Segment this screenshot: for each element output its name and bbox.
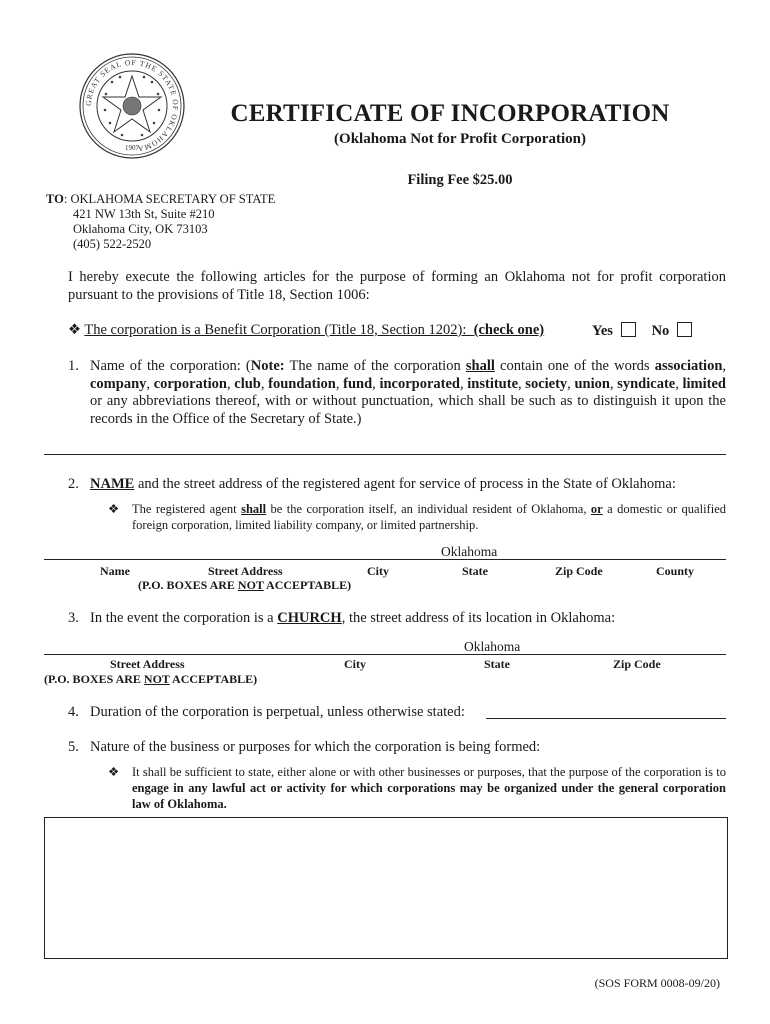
item-number: 1. xyxy=(68,358,79,374)
label-city: City xyxy=(367,564,389,578)
label-state: State xyxy=(484,657,510,671)
agent-state-value: Oklahoma xyxy=(441,544,498,559)
required-word: incorporated xyxy=(379,375,460,392)
address-line-3: Oklahoma City, OK 73103 xyxy=(73,222,208,236)
or-emphasis: or xyxy=(590,502,603,516)
bullet-icon: ❖ xyxy=(68,322,81,338)
bullet-icon: ❖ xyxy=(108,502,120,516)
required-word: institute xyxy=(467,375,519,392)
required-word: club xyxy=(234,375,261,392)
intro-paragraph: I hereby execute the following articles for the purpose of forming an Oklahoma not for profit corporation pursuant to the provisions of Title 18, Section 1006: xyxy=(68,269,726,303)
purpose-text-box[interactable] xyxy=(44,817,728,959)
po-box-note xyxy=(44,672,257,687)
label-street: Street Address xyxy=(208,564,283,578)
label-zip: Zip Code xyxy=(613,657,661,671)
text-part: contain one of the words xyxy=(494,358,655,374)
item-1-text xyxy=(68,358,726,428)
text-part: Name of the corporation: ( xyxy=(90,358,251,374)
benefit-corporation-row xyxy=(68,322,728,339)
label-street: Street Address xyxy=(110,657,185,671)
benefit-question xyxy=(84,322,544,338)
svg-text:1907: 1907 xyxy=(125,144,139,152)
item-5-text: Nature of the business or purposes for which the corporation is being formed: xyxy=(90,739,541,755)
agent-address-line[interactable] xyxy=(44,559,726,560)
required-word: limited xyxy=(682,375,726,392)
item-1 xyxy=(68,358,726,428)
text-part: (P.O. BOXES ARE xyxy=(138,578,238,592)
required-word: fund xyxy=(343,375,373,392)
church-address-line[interactable] xyxy=(44,654,726,655)
item-number: 2. xyxy=(68,476,79,492)
note-label: Note: xyxy=(250,358,285,374)
no-label: No xyxy=(651,323,670,339)
yes-label: Yes xyxy=(592,323,613,339)
not-emphasis: NOT xyxy=(143,672,170,686)
label-zip: Zip Code xyxy=(555,564,603,578)
address-line-2: 421 NW 13th St, Suite #210 xyxy=(73,207,215,221)
text-part: (P.O. BOXES ARE xyxy=(44,672,144,686)
text-part: ACCEPTABLE) xyxy=(169,672,258,686)
address-line-1: : OKLAHOMA SECRETARY OF STATE xyxy=(63,192,276,206)
required-word: union xyxy=(574,375,610,392)
label-county: County xyxy=(656,564,695,578)
item-2 xyxy=(68,476,726,494)
text-part: The name of the corporation xyxy=(284,358,466,374)
page-subtitle: (Oklahoma Not for Profit Corporation) xyxy=(334,131,586,147)
text-part: In the event the corporation is a xyxy=(90,610,278,626)
name-emphasis: NAME xyxy=(90,476,135,492)
item-5-note xyxy=(108,764,726,812)
item-2-note xyxy=(108,501,726,533)
address-line-4: (405) 522-2520 xyxy=(73,237,152,251)
text-part: be the corporation itself, an individual resident of Oklahoma, xyxy=(266,502,591,516)
no-checkbox[interactable] xyxy=(677,322,692,337)
item-number: 5. xyxy=(68,739,79,755)
check-one-label: (check one) xyxy=(473,322,545,338)
form-number: (SOS FORM 0008-09/20) xyxy=(594,976,720,990)
label-state: State xyxy=(462,564,488,578)
church-emphasis: CHURCH xyxy=(277,610,342,626)
corporation-name-line[interactable] xyxy=(44,454,726,455)
svg-text:GREAT SEAL OF THE STATE OF OKL: GREAT SEAL OF THE STATE OF OKLAHOMA xyxy=(83,57,181,154)
text-part: , the street address of its location in Oklahoma: xyxy=(341,610,616,626)
text-part: and the street address of the registered agent for service of process in the State of Oklahoma: xyxy=(134,476,676,492)
recipient-address xyxy=(46,192,275,252)
shall-emphasis: shall xyxy=(241,502,267,516)
not-emphasis: NOT xyxy=(237,578,264,592)
required-word: syndicate xyxy=(617,375,676,392)
label-city: City xyxy=(344,657,366,671)
required-word: society xyxy=(525,375,568,392)
page-title: CERTIFICATE OF INCORPORATION xyxy=(230,100,670,127)
filing-fee: Filing Fee $25.00 xyxy=(407,172,513,188)
required-word: foundation xyxy=(268,375,336,392)
required-word: company xyxy=(90,375,147,392)
required-words-list: association, company, corporation, club, foundation, fund, incorporated, institute, society, union, syndicate, limited xyxy=(90,358,727,392)
item-5 xyxy=(68,739,726,757)
required-word: association xyxy=(654,358,723,374)
label-name: Name xyxy=(100,564,130,578)
benefit-text: The corporation is a Benefit Corporation (Title 18, Section 1202): xyxy=(84,322,467,338)
po-box-note xyxy=(138,578,351,593)
church-state-value: Oklahoma xyxy=(464,639,521,654)
text-part: or any abbreviations thereof, with or without punctuation, which shall be such as to distinguish it upon the records in the Office of the Secretary of State.) xyxy=(90,393,726,427)
text-part: The registered agent xyxy=(132,502,242,516)
duration-field-line[interactable] xyxy=(486,718,726,719)
item-4-text: Duration of the corporation is perpetual, unless otherwise stated: xyxy=(90,704,465,720)
bullet-icon: ❖ xyxy=(108,765,120,779)
text-part: It shall be sufficient to state, either alone or with other businesses or purposes, that the purpose of the corporation is to xyxy=(132,765,726,779)
item-number: 4. xyxy=(68,704,79,720)
yes-checkbox[interactable] xyxy=(621,322,636,337)
item-3 xyxy=(68,610,726,628)
text-part: ACCEPTABLE) xyxy=(263,578,352,592)
required-word: corporation xyxy=(153,375,227,392)
to-label: TO xyxy=(46,192,64,206)
item-number: 3. xyxy=(68,610,79,626)
shall-emphasis: shall xyxy=(465,358,495,374)
text-part: a domestic or qualified foreign corporation, limited liability company, or limited partnership. xyxy=(132,502,726,532)
purpose-emphasis: engage in any lawful act or activity for which corporations may be organized under the general corporation law of Oklahoma. xyxy=(132,781,726,811)
